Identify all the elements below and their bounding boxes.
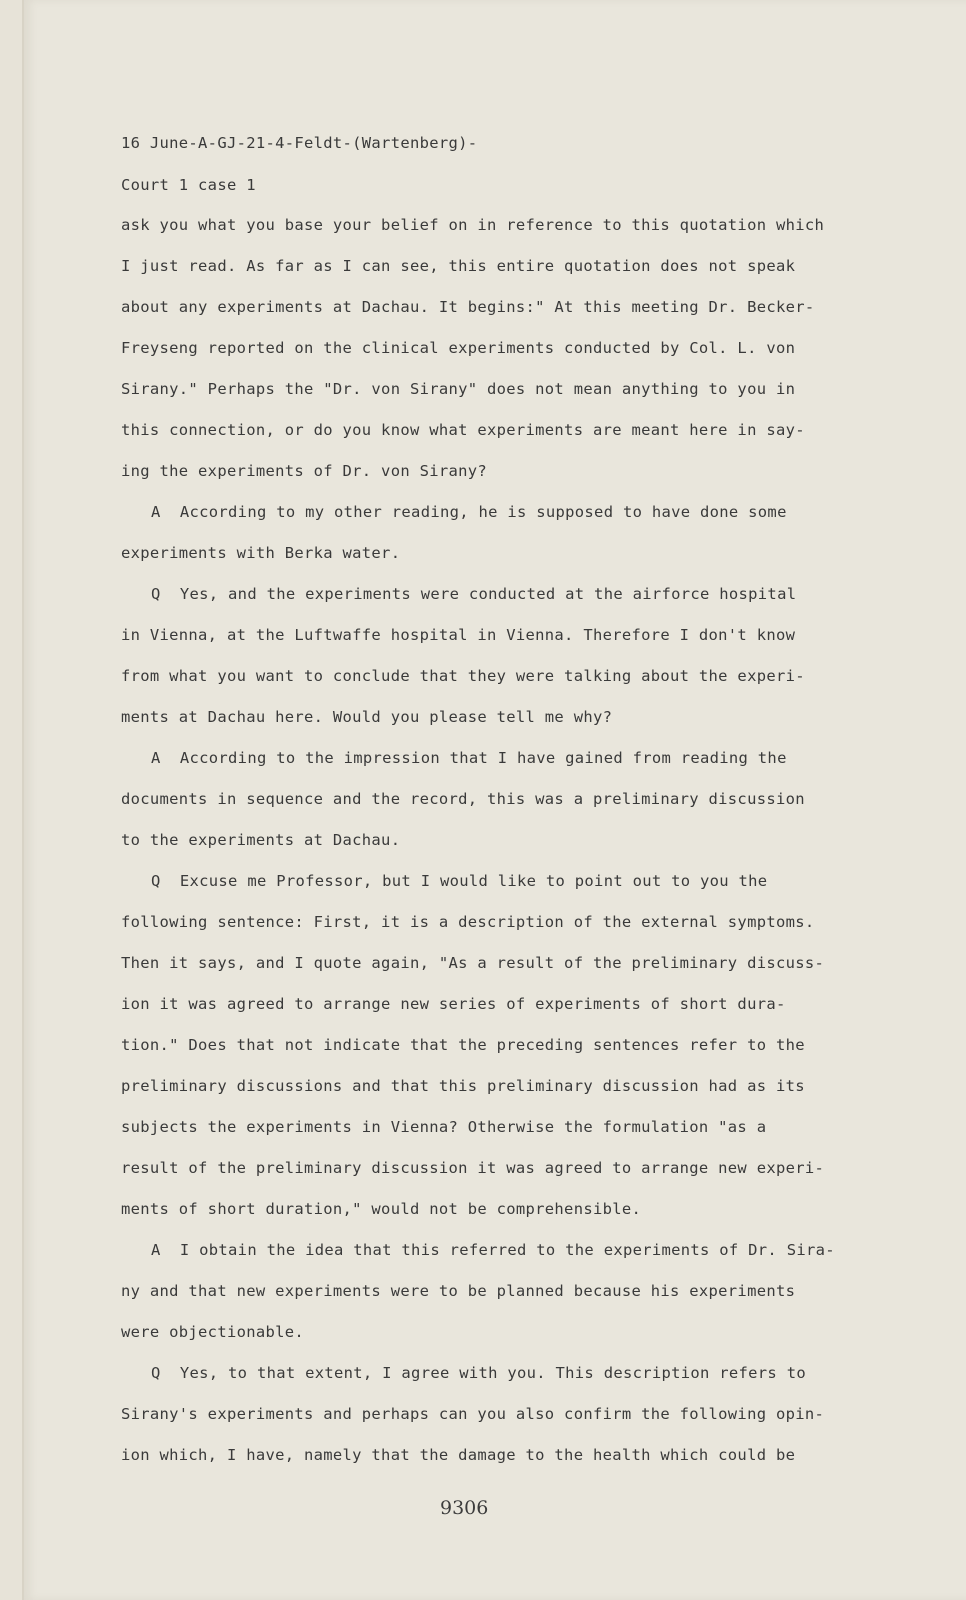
text-line: ion it was agreed to arrange new series of experiments of short dura- (121, 995, 786, 1013)
text-line: ion which, I have, namely that the damage to the health which could be (121, 1446, 796, 1464)
text-line: I just read. As far as I can see, this entire quotation does not speak (121, 257, 796, 275)
page-number: 9306 (440, 1497, 489, 1519)
text-line: ing the experiments of Dr. von Sirany? (121, 462, 488, 480)
text-line: result of the preliminary discussion it was agreed to arrange new experi- (121, 1159, 825, 1177)
text-line: experiments with Berka water. (121, 544, 401, 562)
text-line: Then it says, and I quote again, "As a result of the preliminary discuss- (121, 954, 825, 972)
text-line: this connection, or do you know what experiments are meant here in say- (121, 421, 805, 439)
text-line: subjects the experiments in Vienna? Otherwise the formulation "as a (121, 1118, 767, 1136)
text-line: ask you what you base your belief on in reference to this quotation which (121, 216, 825, 234)
text-line: about any experiments at Dachau. It begins:" At this meeting Dr. Becker- (121, 298, 815, 316)
question-line: Q Yes, and the experiments were conducted at the airforce hospital (151, 585, 797, 603)
answer-line: A According to my other reading, he is supposed to have done some (151, 503, 787, 521)
text-line: following sentence: First, it is a description of the external symptoms. (121, 913, 815, 931)
question-line: Q Yes, to that extent, I agree with you. This description refers to (151, 1364, 806, 1382)
text-line: ments of short duration," would not be comprehensible. (121, 1200, 642, 1218)
header-reference: 16 June-A-GJ-21-4-Feldt-(Wartenberg)- (121, 134, 478, 152)
answer-line: A According to the impression that I have gained from reading the (151, 749, 787, 767)
text-line: Freyseng reported on the clinical experiments conducted by Col. L. von (121, 339, 796, 357)
question-line: Q Excuse me Professor, but I would like to point out to you the (151, 872, 768, 890)
answer-line: A I obtain the idea that this referred to the experiments of Dr. Sira- (151, 1241, 835, 1259)
text-line: tion." Does that not indicate that the preceding sentences refer to the (121, 1036, 805, 1054)
text-line: preliminary discussions and that this preliminary discussion had as its (121, 1077, 805, 1095)
text-line: to the experiments at Dachau. (121, 831, 401, 849)
text-line: documents in sequence and the record, this was a preliminary discussion (121, 790, 805, 808)
text-line: ments at Dachau here. Would you please tell me why? (121, 708, 613, 726)
text-line: ny and that new experiments were to be planned because his experiments (121, 1282, 796, 1300)
text-line: Sirany." Perhaps the "Dr. von Sirany" does not mean anything to you in (121, 380, 796, 398)
text-line: Sirany's experiments and perhaps can you also confirm the following opin- (121, 1405, 825, 1423)
header-court: Court 1 case 1 (121, 176, 256, 194)
text-line: in Vienna, at the Luftwaffe hospital in Vienna. Therefore I don't know (121, 626, 796, 644)
text-line: were objectionable. (121, 1323, 305, 1341)
text-line: from what you want to conclude that they were talking about the experi- (121, 667, 805, 685)
